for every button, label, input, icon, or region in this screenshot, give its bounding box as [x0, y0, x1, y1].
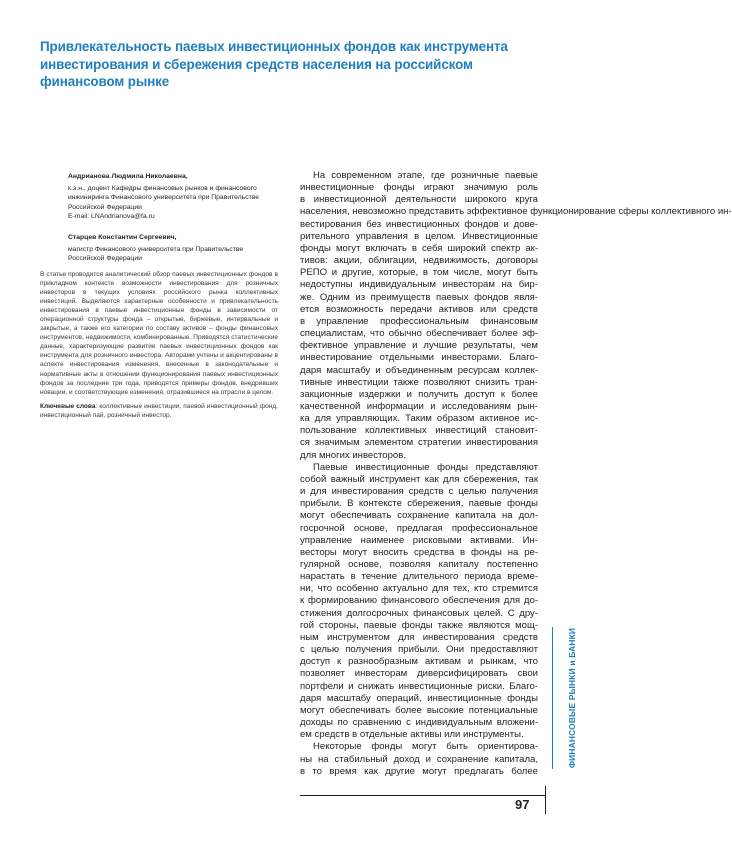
author-affiliation: к.э.н., доцент Кафедры финансовых рынков и финансового — [68, 185, 257, 193]
body-line: Паевые инвестиционные фонды представляют — [313, 461, 538, 473]
keywords-text: : коллективные инвестиции, паевой инвестиционный фонд, инвестиционный пай, розничный инвестор. — [40, 402, 278, 419]
body-line: управление наименее рисковыми активами. Ин- — [300, 534, 538, 546]
body-line: к формированию финансового обеспечения для до- — [300, 595, 538, 607]
keywords-label: Ключевые слова — [40, 402, 96, 410]
section-label: ФИНАНСОВЫЕ РЫНКИ и БАНКИ — [567, 627, 577, 769]
body-line: ется возможность передачи активов или средств — [300, 303, 538, 315]
body-line: рительного управления в целом. Инвестиционные — [300, 230, 538, 242]
body-line: собой важный инструмент как для сбережения, так — [300, 473, 538, 485]
body-line: На современном этапе, где розничные паевые — [313, 170, 538, 181]
body-line: инвестирование отдельными инвесторами. Благо- — [300, 352, 538, 364]
body-line: весторы могут вносить средства в фонды на ре- — [300, 546, 538, 558]
body-line: нарастать в течение длительного периода време- — [300, 571, 538, 583]
body-line: в инвестиционной деятельности широкого круга — [300, 194, 538, 206]
keywords — [40, 402, 278, 420]
footer-tick — [545, 786, 546, 814]
author-affiliation: Российской Федерации — [68, 203, 142, 211]
body-paragraph — [300, 741, 538, 777]
abstract-text: В статье проводится аналитический обзор паевых инвестиционных фондов в прикладном контексте возможности инвестирования для розничных инвесторов в текущих условиях российского рынка коллективных инвестиций. Выделяются характерные особенности и привлекательность инвестирования в паевые инвестиционные фонды в зависимости от операционной структуры фонда – открытые, биржевые, интервальные и закрытые, а также его категории по составу активов – фонды финансовых инструментов, недвижимости, комбинированные. Приводятся статистические данные, характеризующие развитие паевых инвестиционных фондов как инструмента для розничного инвестора. Авторами учтены и акцентированы в аспекте инвестирования изменения, внесенные в законодательные и нормативные акты в отношении функционирования паевых инвестиционных фондов за последние три года, приводятся примеры фондов, внедривших новации, и соответствующие изменения, отразившиеся на отрасли в целом. — [40, 271, 278, 396]
body-line: ем средств в отдельные активы или инструменты. — [300, 729, 524, 741]
body-line: фективное управление и лучшие результаты, чем — [300, 340, 538, 352]
page-number: 97 — [515, 797, 530, 812]
body-line: и для инвестирования средств с целью получения — [300, 486, 538, 498]
body-line: фонды могут включать в себя широкий спектр ак- — [300, 242, 538, 254]
body-line: закционные издержки и получить доступ к более — [300, 388, 538, 400]
body-line: ка для управляющих. Таким образом активное ис- — [300, 413, 538, 425]
abstract-block — [40, 270, 278, 420]
author-affiliation: инжиниринга Финансового университета при Правительстве — [68, 194, 260, 202]
body-line: недоступны индивидуальным инвесторам на бир- — [300, 279, 538, 291]
body-line: стижения долгосрочных финансовых целей. С дру- — [300, 607, 538, 619]
body-line: даря масштабу и объединенным ресурсам коллек- — [300, 364, 538, 376]
body-line: тивов: акции, облигации, недвижимость, договоры — [300, 255, 538, 267]
body-line: в то время как другие могут предлагать более — [300, 765, 538, 777]
body-line: ни, что особенно актуально для тех, кто стремится — [300, 583, 538, 595]
author-affiliation: магистр Финансового университета при Правительстве — [68, 246, 244, 254]
body-line: прибыли. В контексте сбережения, паевые фонды — [300, 498, 538, 510]
body-line: качественной информации и исследованиям рын- — [300, 400, 538, 412]
author-name: Старцев Константин Сергеевич, — [68, 234, 177, 242]
body-line: могут обеспечивать сохранение капитала на дол- — [300, 510, 538, 522]
body-line: доходы по сравнению с индивидуальным вложени- — [300, 717, 538, 729]
body-line: гой стороны, паевые фонды также являются мощ- — [300, 619, 538, 631]
body-line: РЕПО и другие, которые, в том числе, могут быть — [300, 267, 538, 279]
body-line: Некоторые фонды могут быть ориентирова- — [313, 741, 538, 753]
body-line: пользование коллективных инвестиций становит- — [300, 425, 538, 437]
body-line: в управление профессиональным финансовым — [300, 315, 538, 327]
body-paragraph — [300, 462, 538, 742]
body-line: позволяет инвесторам диверсифицировать свои — [300, 668, 538, 680]
body-line: ным инструментом для инвестирования средств — [300, 631, 538, 643]
body-line: гулярной основе, позволяя капиталу постепенно — [300, 559, 538, 570]
body-line: же. Одним из преимуществ паевых фондов явля- — [300, 291, 538, 303]
body-line: для многих инвесторов. — [300, 449, 406, 461]
body-line: с целью получения прибыли. Они предоставляют — [300, 644, 538, 656]
body-line: тивные инвестиции также позволяют снизить тран- — [300, 376, 538, 388]
body-line: специалистам, что обычно обеспечивает более эф- — [300, 328, 538, 340]
body-line: вестирования без инвестиционных фондов и дове- — [300, 218, 538, 230]
body-line: портфели и снижать инвестиционные риски. Благо- — [300, 680, 538, 692]
body-line: ся значимым элементом стратегии инвестирования — [300, 437, 538, 449]
author-name: Андрианова Людмила Николаевна, — [68, 173, 188, 180]
body-line: доступ к разнообразным активам и рынкам, что — [300, 656, 538, 668]
body-line: населения, невозможно представить эффективное функционирование сферы коллективного ин- — [300, 206, 732, 218]
author-2 — [68, 233, 278, 264]
body-paragraph — [300, 170, 732, 462]
body-line: госрочной основе, предлагая профессиональное — [300, 522, 538, 534]
article-title: Привлекательность паевых инвестиционных фондов как инструмента инвестирования и сбережения средств населения на российском финансовом рынке — [40, 39, 508, 90]
author-email[interactable]: E-mail: LNAndrianova@fa.ru — [68, 212, 155, 220]
body-line: даря масштабу операций, инвестиционные фонды — [300, 692, 538, 704]
footer-rule — [300, 795, 545, 796]
authors-block — [68, 172, 278, 276]
body-line: ны на стабильный доход и сохранение капитала, — [300, 753, 538, 765]
body-line: инвестиционные фонды играют значимую роль — [300, 182, 538, 194]
author-1 — [68, 172, 278, 221]
author-affiliation: Российской Федерации — [68, 255, 142, 263]
body-line: могут обеспечивать более высокие потенциальные — [300, 704, 538, 716]
